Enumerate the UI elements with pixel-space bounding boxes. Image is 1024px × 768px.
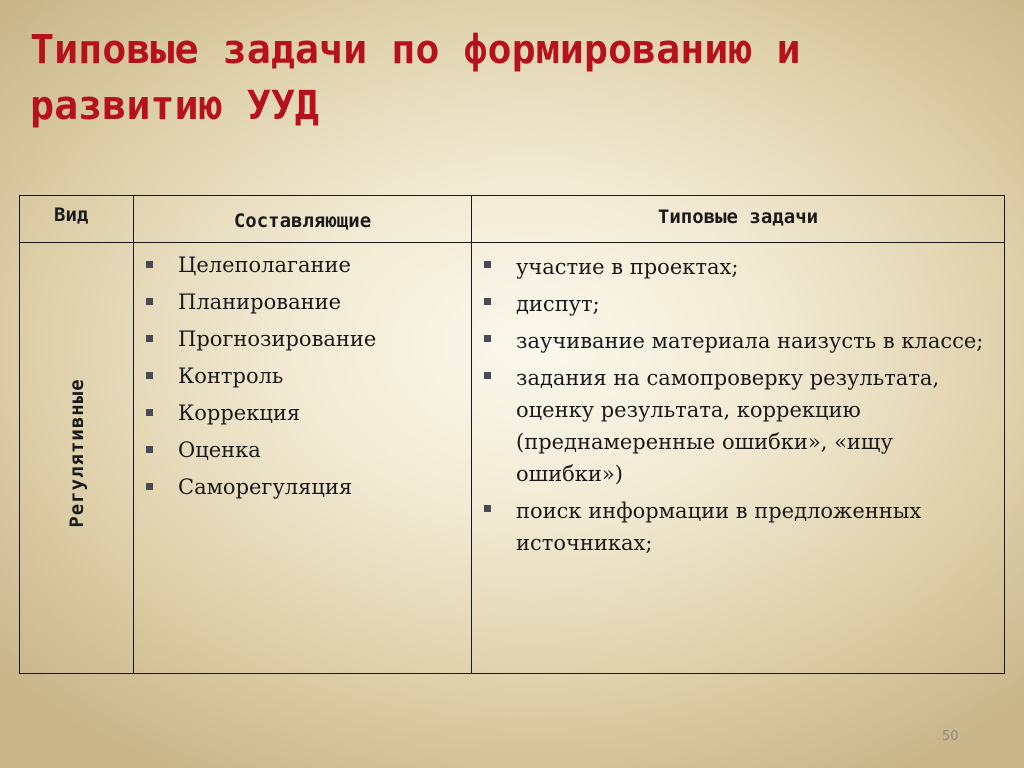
header-tasks: Типовые задачи	[472, 196, 1005, 243]
components-list	[134, 243, 471, 501]
list-item: Целеполагание	[144, 251, 471, 279]
square-bullet-icon	[146, 483, 153, 490]
page-number: 50	[942, 729, 959, 744]
table-row	[20, 243, 1005, 674]
square-bullet-icon	[484, 335, 491, 342]
list-item: задания на самопроверку результата, оценку результата, коррекцию (преднамеренные ошибки», «ищу ошибки»)	[482, 362, 1000, 490]
tasks-cell	[472, 243, 1005, 674]
square-bullet-icon	[484, 298, 491, 305]
components-cell	[134, 243, 472, 674]
list-item: Прогнозирование	[144, 325, 471, 353]
type-label: Регулятивные	[66, 378, 88, 528]
square-bullet-icon	[146, 409, 153, 416]
list-item: Контроль	[144, 362, 471, 390]
header-components: Составляющие	[134, 196, 472, 243]
uud-table	[19, 195, 1004, 674]
square-bullet-icon	[146, 446, 153, 453]
list-item: участие в проектах;	[482, 251, 1000, 283]
square-bullet-icon	[146, 335, 153, 342]
square-bullet-icon	[146, 372, 153, 379]
list-item: Саморегуляция	[144, 473, 471, 501]
list-item: Планирование	[144, 288, 471, 316]
header-type: Вид	[20, 196, 134, 243]
table-header-row	[20, 196, 1005, 243]
square-bullet-icon	[484, 505, 491, 512]
list-item: заучивание материала наизусть в классе;	[482, 325, 1000, 357]
tasks-list	[472, 243, 1004, 559]
type-cell	[20, 243, 134, 674]
square-bullet-icon	[484, 372, 491, 379]
list-item: диспут;	[482, 288, 1000, 320]
list-item: Оценка	[144, 436, 471, 464]
page-title: Типовые задачи по формированию и развитию УУД	[30, 27, 801, 129]
square-bullet-icon	[146, 261, 153, 268]
list-item: поиск информации в предложенных источниках;	[482, 495, 1000, 559]
list-item: Коррекция	[144, 399, 471, 427]
square-bullet-icon	[146, 298, 153, 305]
square-bullet-icon	[484, 261, 491, 268]
